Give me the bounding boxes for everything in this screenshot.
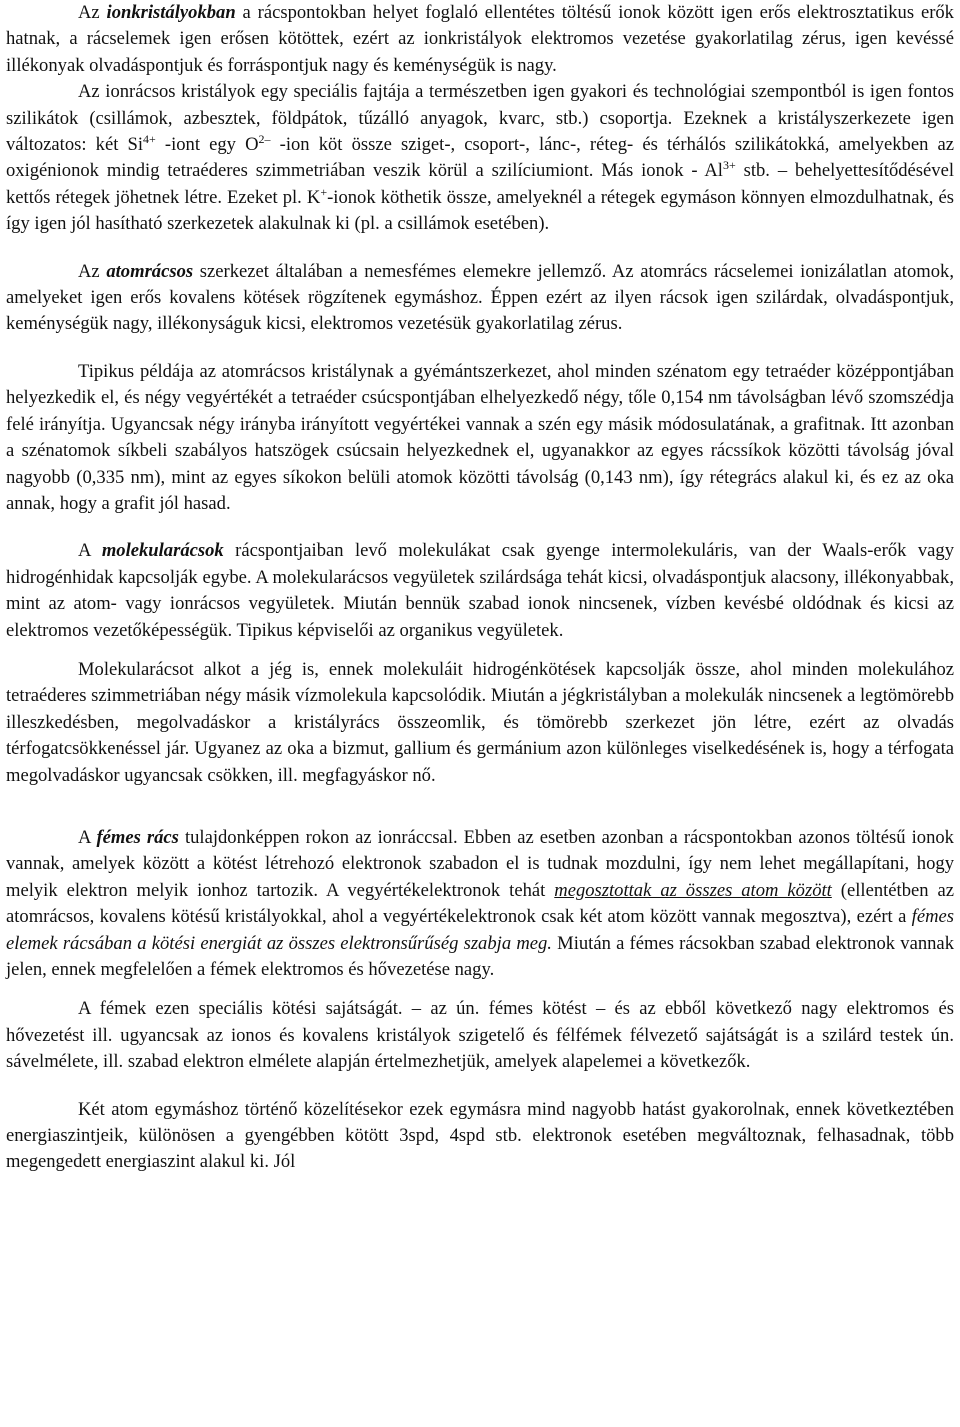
paragraph-energy-levels bbox=[6, 1097, 954, 1176]
text-run: stb. – behelyettesítődésével kettős rétegek jöhetnek létre. Ezeket pl. K bbox=[6, 160, 954, 208]
paragraph-diamond-graphite bbox=[6, 359, 954, 517]
text-run: -ion köt össze sziget-, csoport-, lánc-, réteg- és térhálós szilikátokká, amelyekben az oxigénionok mindig tetraéderes szimmetriában veszik körül a szilíciumiont. Más ionok - Al bbox=[6, 134, 954, 182]
text-run: Molekularácsot alkot a jég is, ennek molekuláit hidrogénkötések kapcsolják össze, ahol minden molekulához tetraéderes szimmetriában négy másik vízmolekula kapcsolódik. Miután a jégkristályban a molekulák nincsenek a legtömörebb illeszkedésben, megolvadáskor a kristályrács összeomlik, és tömörebb szerkezet jön létre, ezért az olvadás térfogatcsökkenéssel jár. Ugyanez az oka a bizmut, gallium és germánium azon különleges viselkedésének is, hogy a térfogata megolvadáskor ugyancsak csökken, ill. megfagyáskor nő. bbox=[6, 658, 954, 786]
term-emphasis: fémes rács bbox=[96, 826, 179, 848]
paragraph-silicates bbox=[6, 79, 954, 237]
term-emphasis: molekularácsok bbox=[101, 540, 224, 562]
superscript-charge: + bbox=[320, 184, 328, 199]
paragraph-metallic-lattice bbox=[6, 825, 954, 983]
term-emphasis: ionkristályokban bbox=[106, 2, 236, 23]
text-run: szerkezet általában a nemesfémes elemekre jellemző. Az atomrács rácselemei ionizálatlan atomok, amelyeket igen erős kovalens kötések rögzítenek egymáshoz. Éppen ezért az ilyen rácsok igen szilárdak, olvadáspontjuk, keménységük nagy, illékonyságuk kicsi, elektromos vezetésük gyakorlatilag zérus. bbox=[6, 260, 954, 335]
text-run: Az ionrácsos kristályok egy speciális fajtája a természetben igen gyakori és technológiai szempontból is igen fontos szilikátok (csillámok, azbesztek, földpátok, tűzálló anyagok, kvarc, stb.) csoportja. Ezeknek a kristályszerkezete igen változatos: két Si bbox=[6, 81, 954, 156]
text-run: (ellentétben az atomrácsos, kovalens kötésű kristályokkal, ahol a vegyértékelektronok csak két atom között vannak megosztva), ezért a bbox=[6, 879, 955, 928]
superscript-charge: 4+ bbox=[143, 132, 156, 147]
paragraph-band-theory bbox=[6, 996, 954, 1075]
text-run: rácspontjaiban levő molekulákat csak gyenge intermolekuláris, van der Waals-erők vagy hidrogénhidak kapcsolják egybe. A molekularácsos vegyületek szilárdsága tehát kicsi, olvadáspontjuk alacsony, illékonyabbak, mint az atom- vagy ionrácsos vegyületek. Miután bennük szabad ionok nincsenek, vízben kevésbé oldódnak és kicsi az elektromos vezetőképességük. Tipikus képviselői az organikus vegyületek. bbox=[6, 540, 954, 641]
paragraph-ionic-crystals bbox=[6, 0, 954, 79]
text-run: Tipikus példája az atomrácsos kristálynak a gyémántszerkezet, ahol minden szénatom egy tetraéder középpontjában helyezkedik el, és négy vegyértékét a tetraéder csúcspontjában elhelyezkedő négy, tőle 0,154 nm távolságban lévő szomszédja felé irányítja. Ugyancsak négy irányba irányított vegyértékei vannak a szén egy másik módosulatának, a grafitnak. Itt azonban a szénatomok síkbeli szabályos hatszögek csúcsain helyezkednek el, ugyanakkor az egyes rácssíkok közötti távolság jóval nagyobb (0,335 nm), mint az egyes síkokon belüli atomok közötti távolság (0,143 nm), így rétegrács alakul ki, és ez az oka annak, hogy a grafit jól hasad. bbox=[6, 360, 954, 514]
text-run: Két atom egymáshoz történő közelítésekor ezek egymásra mind nagyobb hatást gyakorolnak, ennek következtében energiaszintjeik, különösen a gyengébben kötött 3spd, 4spd stb. elektronok esetében megváltoznak, felhasadnak, több megengedett energiaszint alakul ki. Jól bbox=[6, 1098, 954, 1173]
text-run: A bbox=[78, 826, 97, 848]
text-run: -ionok köthetik össze, amelyeknél a rétegek egymáson könnyen elmozdulhatnak, és így igen jól hasítható szerkezetek alakulnak ki (pl. a csillámok esetében). bbox=[6, 186, 955, 235]
text-run: -iont egy O bbox=[155, 134, 259, 156]
paragraph-atomic-lattice bbox=[6, 259, 954, 338]
paragraph-molecular-lattice bbox=[6, 538, 954, 644]
text-run: Az bbox=[78, 260, 107, 282]
superscript-charge: 3+ bbox=[722, 158, 736, 173]
text-run: Miután a fémes rácsokban szabad elektronok vannak jelen, ennek megfelelően a fémek elektromos és hővezetése nagy. bbox=[6, 932, 954, 980]
term-emphasis: atomrácsos bbox=[106, 260, 194, 282]
text-run: A bbox=[78, 540, 102, 562]
text-run: a rácspontokban helyet foglaló ellentétes töltésű ionok között igen erős elektrosztatikus erők hatnak, a rácselemek igen erősen kötöttek, ezért az ionkristályok elektromos vezetése gyakorlatilag zérus, igen kevéssé illékonyak olvadáspontjuk és forráspontjuk nagy és keménységük is nagy. bbox=[6, 2, 954, 76]
paragraph-ice bbox=[6, 657, 954, 789]
text-run: tulajdonképpen rokon az ionráccsal. Ebben az esetben azonban a rácspontokban azonos töltésű ionok vannak, amelyek között a kötést létrehozó elektronok szabadon el is tudnak mozdulni, így nem lehet megállapítani, hogy melyik elektron melyik ionhoz tartozik. A vegyértékelektronok tehát bbox=[6, 826, 954, 901]
italic-text: fémes elemek rácsában a kötési energiát az összes elektronsűrűség szabja meg. bbox=[6, 906, 954, 954]
superscript-charge: 2– bbox=[258, 132, 271, 147]
text-run: Az bbox=[78, 2, 107, 23]
text-run: A fémek ezen speciális kötési sajátságát. – az ún. fémes kötést – és az ebből következő nagy elektromos és hővezetést ill. ugyancsak az ionos és kovalens kristályok szigetelő és félfémek félvezető sajátságát is a szilárd testek ún. sávelmélete, ill. szabad elektron elmélete alapján értelmezhetjük, amelyek alapelemei a következők. bbox=[6, 998, 954, 1073]
underlined-italic-text: megosztottak az összes atom között bbox=[554, 879, 832, 901]
